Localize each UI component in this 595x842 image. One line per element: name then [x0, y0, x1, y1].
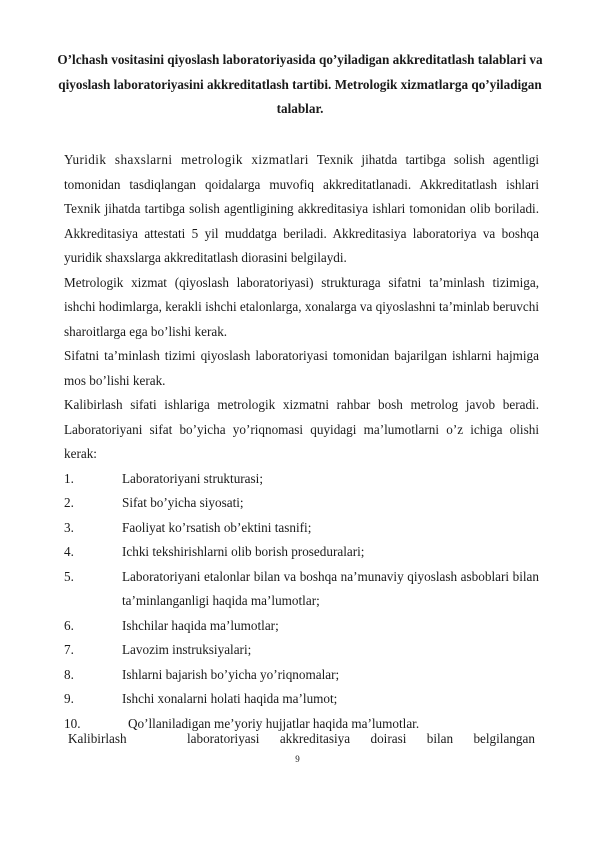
list-item-text: Qo’llaniladigan me’yoriy hujjatlar haqida ma’lumotlar.	[128, 715, 420, 731]
list-item-number: 1.	[64, 470, 74, 486]
list-item-number: 3.	[64, 519, 74, 535]
continuation-word: belgilangan	[473, 731, 535, 746]
list-item	[64, 614, 539, 639]
list-item	[64, 638, 539, 663]
list-item	[64, 687, 539, 712]
paragraph-4: Kalibirlash sifati ishlariga metrologik xizmatni rahbar bosh metrolog javob beradi. Laboratoriyani sifat bo’yicha yo’riqnomasi quyidagi ma’lumotlarni o’z ichiga olishi kerak:	[64, 397, 539, 461]
list-item-text: Ishchi xonalarni holati haqida ma’lumot;	[122, 691, 338, 706]
continuation-word: akkreditasiya	[279, 731, 351, 746]
document-body	[64, 148, 539, 736]
list-item	[64, 565, 539, 614]
list-item-text: Ichki tekshirishlarni olib borish proseduralari;	[122, 544, 365, 559]
list-item	[64, 663, 539, 688]
list-item-number: 5.	[64, 568, 74, 584]
continuation-word: bilan	[426, 731, 454, 746]
paragraph-1-text: Texnik jihatda tartibga solish agentligi tomonidan tasdiqlangan qoidalarga muvofiq akkreditatlanadi. Akkreditatlash ishlari Texnik jihatda tartibga solish agentligining akkreditasiya ishlari tomonidan olib boriladi. Akkreditasiya attestati 5 yil muddatga beriladi. Akkreditasiya laboratoriya va boshqa yuridik shaxslarga akkreditatlash diorasini belgilaydi.	[64, 152, 539, 265]
list-item-number: 8.	[64, 666, 74, 682]
list-item-text: Laboratoriyani etalonlar bilan va boshqa na’munaviy qiyoslash asboblari bilan ta’minlanganligi haqida ma’lumotlar;	[122, 568, 539, 608]
list-item-text: Ishchilar haqida ma’lumotlar;	[122, 617, 279, 633]
list-item-text: Ishlarni bajarish bo’yicha yo’riqnomalar;	[122, 666, 340, 682]
list-item-number: 2.	[64, 495, 74, 510]
continuation-word: doirasi	[370, 731, 407, 746]
paragraph-1	[64, 148, 539, 271]
requirements-list	[64, 467, 539, 737]
list-item-number: 7.	[64, 642, 74, 657]
paragraph-3: Sifatni ta’minlash tizimi qiyoslash laboratoriyasi tomonidan bajarilgan ishlarni hajmiga mos bo’lishi kerak.	[64, 348, 539, 388]
list-item	[64, 467, 539, 492]
page-number: 9	[295, 754, 300, 764]
page-title: O’lchash vositasini qiyoslash laboratoriyasida qo’yiladigan akkreditatlash talablari va qiyoslash laboratoriyasini akkreditatlash tartibi. Metrologik xizmatlarga qo’yiladigan talablar.	[57, 52, 543, 116]
list-item-text: Lavozim instruksiyalari;	[122, 642, 252, 657]
list-item-number: 9.	[64, 691, 74, 706]
continuation-word: Kalibirlash	[68, 731, 127, 746]
continuation-word: laboratoriyasi	[186, 731, 260, 746]
list-item	[64, 516, 539, 541]
list-item	[64, 540, 539, 565]
list-item	[64, 491, 539, 516]
paragraph-1-lead: Yuridik shaxslarni metrologik xizmatlari	[64, 152, 309, 167]
list-item-text: Laboratoriyani strukturasi;	[122, 470, 263, 486]
list-item-number: 10.	[64, 715, 81, 731]
list-item-number: 4.	[64, 544, 74, 559]
list-item-text: Sifat bo’yicha siyosati;	[122, 495, 244, 510]
continuation-line	[68, 729, 535, 749]
list-item-number: 6.	[64, 617, 74, 633]
paragraph-2: Metrologik xizmat (qiyoslash laboratoriyasi) strukturaga sifatni ta’minlash tizimiga, ishchi hodimlarga, kerakli ishchi etalonlarga, xonalarga va qiyoslashni ta’minlab beruvchi sharoitlarga ega bo’lishi kerak.	[64, 274, 539, 339]
list-item-text: Faoliyat ko’rsatish ob’ektini tasnifi;	[122, 519, 312, 535]
